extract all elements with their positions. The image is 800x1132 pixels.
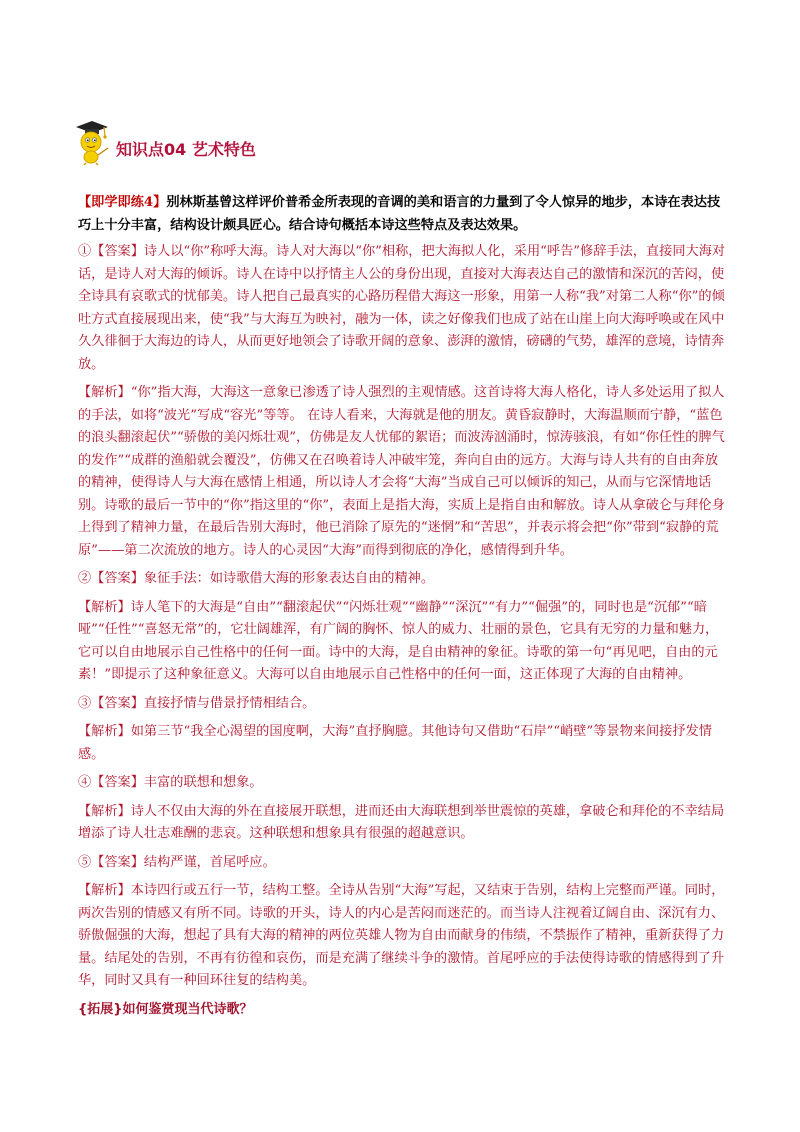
analysis-block-1 (78, 382, 728, 562)
scholar-mascot-icon (70, 118, 110, 166)
analysis-text: 【解析】本诗四行或五行一节，结构工整。全诗从告别“大海”写起，又结束于告别，结构上完整而严谨。同时，两次告别的情感又有所不同。诗歌的开头，诗人的内心是苦闷而迷茫的。而当诗人注视着辽阔自由、深沉有力、骄傲倔强的大海，想起了具有大海的精神的两位英雄人物为自由而献身的伟绩，不禁振作了精神，重新获得了力量。结尾处的告别，不再有彷徨和哀伤，而是充满了继续斗争的激情。首尾呼应的手法使得诗歌的情感得到了升华，同时又具有一种回环往复的结构美。 (78, 883, 725, 988)
analysis-text: 【解析】诗人不仅由大海的外在直接展开联想，进而还由大海联想到举世震惊的英雄，拿破仑和拜伦的不幸结局增添了诗人壮志难酬的悲哀。这种联想和想象具有很强的超越意识。 (78, 803, 725, 841)
content-body (78, 192, 728, 1021)
practice-tag: 【即学即练4】 (78, 195, 167, 210)
answer-block-4 (78, 772, 728, 795)
answer-text: ③【答案】直接抒情与借景抒情相结合。 (78, 695, 316, 711)
analysis-block-4 (78, 801, 728, 846)
question-text: 别林斯基曾这样评价普希金所表现的音调的美和语言的力量到了令人惊异的地步，本诗在表达技巧上十分丰富，结构设计颇具匠心。结合诗句概括本诗这些特点及表达效果。 (78, 195, 721, 233)
answer-block-5 (78, 852, 728, 875)
extension-heading: {拓展}如何鉴赏现当代诗歌？ (78, 1001, 253, 1017)
answer-text: ②【答案】象征手法：如诗歌借大海的形象表达自由的精神。 (78, 571, 435, 586)
section-title: 知识点04 艺术特色 (116, 140, 256, 159)
analysis-text: 【解析】如第三节“我全心渴望的国度啊，大海”直抒胸臆。其他诗句又借助“石岸”“峭壁”等景物来间接抒发情感。 (78, 724, 712, 762)
analysis-text: 【解析】诗人笔下的大海是“自由”“翻滚起伏”“闪烁壮观”“幽静”“深沉”“有力”“倔强”的，同时也是“沉郁”“暗哑”“任性”“喜怒无常”的，它壮阔雄浑，有广阔的胸怀、惊人的威力、壮丽的景色，它具有无穷的力量和魅力，它可以自由地展示自己性格中的任何一面。诗中的大海，是自由精神的象征。诗歌的第一句“再见吧，自由的元素！”即提示了这种象征意义。大海可以自由地展示自己性格中的任何一面，这正体现了大海的自由精神。 (78, 599, 719, 682)
answer-text: ⑤【答案】结构严谨，首尾呼应。 (78, 854, 276, 870)
analysis-text: 【解析】“你”指大海，大海这一意象已渗透了诗人强烈的主观情感。这首诗将大海人格化，诗人多处运用了拟人的手法，如将“波光”写成“容光”等等。 在诗人看来，大海就是他的朋友。黄昏寂静时，大海温顺而宁静，“蓝色的浪头翻滚起伏”“骄傲的美闪烁壮观”，仿佛是友人忧郁的絮语；而波涛汹涌时，惊涛骇浪，有如“你任性的脾气的发作”“成群的渔船就会覆没”，仿佛又在召唤着诗人冲破牢笼，奔向自由的远方。大海与诗人共有的自由奔放的精神，使得诗人与大海在感情上相通，所以诗人才会将“大海”当成自己可以倾诉的知己，从而与它深情地话别。诗歌的最后一节中的“你”指这里的“你”，表面上是指大海，实质上是指自由和解放。诗人从拿破仑与拜伦身上得到了精神力量，在最后告别大海时，他已消除了原先的“迷惘”和“苦思”，并表示将会把“你”带到“寂静的荒原”——第二次流放的地方。诗人的心灵因“大海”而得到彻底的净化，感情得到升华。 (78, 385, 725, 558)
section-header (70, 118, 256, 166)
answer-block-3 (78, 693, 728, 716)
analysis-block-5 (78, 880, 728, 993)
practice-question (78, 192, 728, 237)
answer-block-1 (78, 241, 728, 376)
answer-text: ①【答案】诗人以“你”称呼大海。诗人对大海以“你”相称，把大海拟人化，采用“呼告”修辞手法，直接同大海对话，是诗人对大海的倾诉。诗人在诗中以抒情主人公的身份出现，直接对大海表达自己的激情和深沉的苦闷，使全诗具有哀歌式的忧郁美。诗人把自己最真实的心路历程借大海这一形象，用第一人称“我”对第二人称“你”的倾吐方式直接展现出来，使“我”与大海互为映衬，融为一体，读之好像我们也成了站在山崖上向大海呼唤或在风中久久徘徊于大海边的诗人，从而更好地领会了诗歌开阔的意象、澎湃的激情，磅礴的气势，雄浑的意境，诗情奔放。 (78, 244, 726, 372)
analysis-block-3 (78, 721, 728, 766)
analysis-block-2 (78, 597, 728, 687)
answer-block-2 (78, 568, 728, 591)
answer-text: ④【答案】丰富的联想和想象。 (78, 775, 263, 790)
